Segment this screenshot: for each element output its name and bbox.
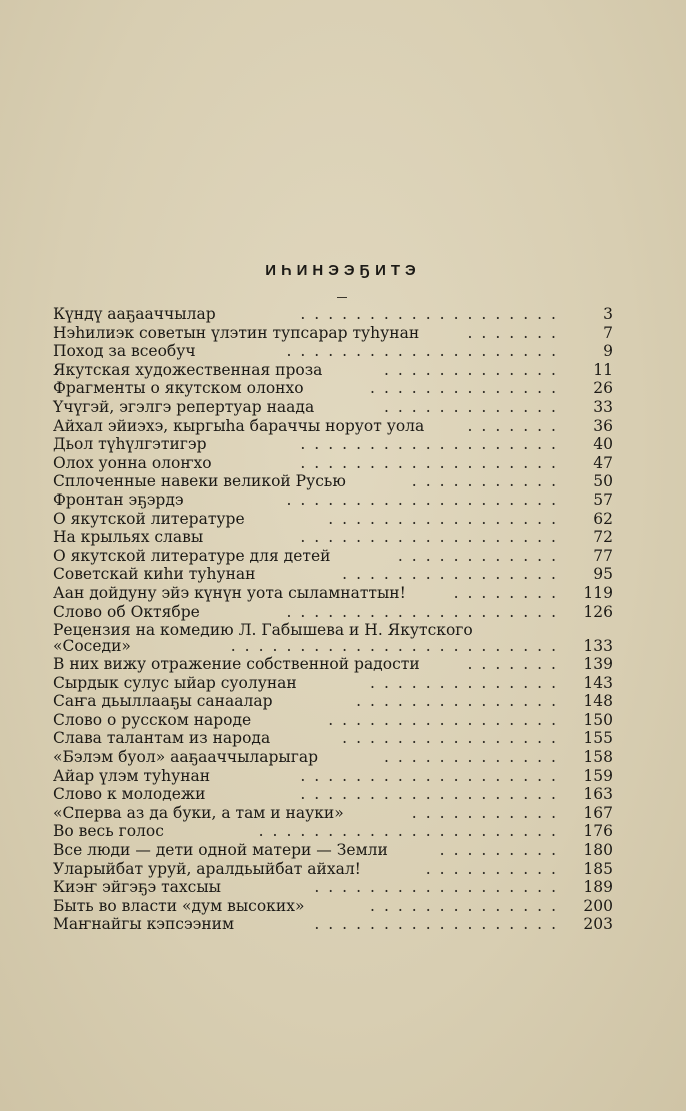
toc-entry: [53, 692, 613, 711]
toc-leader-dots: .................: [328, 710, 565, 729]
toc-entry: [53, 603, 613, 622]
toc-entry-title: О якутской литературе для детей: [53, 546, 331, 565]
toc-entry: [53, 897, 613, 916]
toc-entry: [53, 417, 613, 436]
toc-page-number: 155: [583, 729, 613, 748]
toc-page-number: 167: [583, 803, 613, 822]
toc-leader-dots: ..............: [370, 896, 565, 915]
toc-leader-dots: ...................: [300, 305, 565, 323]
toc-entry: [53, 379, 613, 398]
toc-entry-title: Сплоченные навеки великой Русью: [53, 472, 346, 491]
toc-page-number: 95: [593, 565, 613, 584]
toc-leader-dots: ................: [342, 565, 565, 584]
toc-leader-dots: ...........: [411, 472, 565, 491]
toc-entry: [53, 711, 613, 730]
toc-entry: [53, 491, 613, 510]
toc-entry-title: Рецензия на комедию Л. Габышева и Н. Якутского: [53, 621, 473, 640]
contents-heading: ИҺИНЭЭҔИТЭ: [265, 262, 421, 279]
toc-page-number: 50: [593, 472, 613, 491]
toc-entry-title: Быть во власти «дум высоких»: [53, 896, 305, 915]
toc-entry: [53, 767, 613, 786]
toc-entry: [53, 454, 613, 473]
toc-entry: [53, 860, 613, 879]
toc-page-number: 26: [593, 379, 613, 398]
toc-entry-title: О якутской литературе: [53, 509, 245, 528]
toc-leader-dots: ...............: [356, 692, 565, 711]
toc-page-number: 185: [583, 859, 613, 878]
toc-entry: [53, 655, 613, 674]
toc-entry-title: Поход за всеобуч: [53, 342, 196, 361]
toc-page-number: 203: [583, 915, 613, 934]
toc-entry-title: Во весь голос: [53, 822, 164, 841]
toc-entry: [53, 674, 613, 693]
toc-page-number: 200: [583, 896, 613, 915]
toc-entry-title: Олох уонна олоҥхо: [53, 453, 212, 472]
toc-entry-title: На крыльях славы: [53, 528, 204, 547]
toc-entry: [53, 841, 613, 860]
toc-page-number: 148: [583, 692, 613, 711]
toc-entry-title: Слово об Октябре: [53, 602, 200, 621]
toc-entry-title: Киэҥ эйгэҕэ тахсыы: [53, 878, 221, 897]
toc-entry-title: Күндү ааҕааччылар: [53, 305, 216, 323]
toc-page-number: 150: [583, 710, 613, 729]
toc-entry: [53, 361, 613, 380]
toc-leader-dots: ..........: [425, 859, 565, 878]
toc-entry-title: Слово о русском народе: [53, 710, 252, 729]
toc-page-number: 3: [603, 305, 613, 323]
toc-entry-title: Слава талантам из народа: [53, 729, 271, 748]
toc-entry: [53, 435, 613, 454]
toc-leader-dots: ........: [453, 583, 565, 602]
toc-leader-dots: ...................: [300, 785, 565, 804]
toc-leader-dots: ....................: [286, 342, 565, 361]
toc-page-number: 133: [583, 636, 613, 655]
toc-leader-dots: .................: [328, 509, 565, 528]
toc-page-number: 119: [583, 583, 613, 602]
toc-entry: [53, 547, 613, 566]
toc-leader-dots: .............: [383, 397, 565, 416]
toc-entry: [53, 878, 613, 897]
toc-page-number: 139: [583, 655, 613, 674]
toc-leader-dots: ....................: [286, 602, 565, 621]
toc-page-number: 77: [593, 546, 613, 565]
toc-page-number: 9: [603, 342, 613, 361]
toc-entry: [53, 510, 613, 529]
toc-page-number: 176: [583, 822, 613, 841]
toc-leader-dots: .............: [383, 748, 565, 767]
toc-entry-title: Маҥнайгы кэпсээним: [53, 915, 235, 934]
toc-page-number: 189: [583, 878, 613, 897]
toc-leader-dots: ............: [397, 546, 565, 565]
toc-page-number: 72: [593, 528, 613, 547]
toc-leader-dots: ......................: [258, 822, 565, 841]
toc-entry-title: Саҥа дьыллааҕы санаалар: [53, 692, 273, 711]
toc-entry: [53, 324, 613, 343]
toc-entry-title: Аан дойдуну эйэ күнүн уота сыламнаттын!: [53, 583, 406, 602]
table-of-contents: [53, 305, 613, 934]
toc-entry-title: Слово к молодежи: [53, 785, 206, 804]
toc-entry: [53, 565, 613, 584]
toc-entry-title: Нэһилиэк советын үлэтин тупсарар туһунан: [53, 323, 420, 342]
toc-page-number: 57: [593, 490, 613, 509]
toc-leader-dots: .......: [467, 416, 565, 435]
toc-leader-dots: ...................: [300, 453, 565, 472]
toc-entry: [53, 584, 613, 603]
toc-page-number: 36: [593, 416, 613, 435]
toc-page-number: 143: [583, 673, 613, 692]
toc-entry-title: Дьол түһүлгэтигэр: [53, 435, 207, 454]
toc-entry: [53, 748, 613, 767]
toc-entry: [53, 804, 613, 823]
toc-entry-title: Айхал эйиэхэ, кыргыһа бараччы норуот уола: [53, 416, 425, 435]
toc-page-number: 126: [583, 602, 613, 621]
toc-entry-title: Все люди — дети одной матери — Земли: [53, 841, 388, 860]
toc-page-number: 158: [583, 748, 613, 767]
toc-entry: [53, 621, 613, 655]
toc-page-number: 47: [593, 453, 613, 472]
toc-entry: [53, 729, 613, 748]
toc-entry-title: Фрагменты о якутском олонхо: [53, 379, 304, 398]
toc-entry-title: Уларыйбат уруй, аралдьыйбат айхал!: [53, 859, 361, 878]
toc-leader-dots: ................: [342, 729, 565, 748]
toc-entry-title: Айар үлэм туһунан: [53, 766, 211, 785]
toc-entry: [53, 342, 613, 361]
toc-leader-dots: ..............: [370, 673, 565, 692]
toc-leader-dots: .............: [383, 360, 565, 379]
toc-entry-title: Фронтан эҕэрдэ: [53, 490, 184, 509]
toc-entry: [53, 528, 613, 547]
toc-leader-dots: ...........: [411, 803, 565, 822]
toc-leader-dots: .......: [467, 655, 565, 674]
toc-entry-title: В них вижу отражение собственной радости: [53, 655, 420, 674]
toc-entry-title: Сырдык сулус ыйар суолунан: [53, 673, 297, 692]
toc-entry: [53, 398, 613, 417]
toc-leader-dots: ...................: [300, 528, 565, 547]
toc-entry-title: Якутская художественная проза: [53, 360, 323, 379]
toc-entry: [53, 785, 613, 804]
toc-page-number: 40: [593, 435, 613, 454]
toc-entry-title: «Бэлэм буол» ааҕааччыларыгар: [53, 748, 319, 767]
toc-page-number: 159: [583, 766, 613, 785]
toc-leader-dots: ...................: [300, 766, 565, 785]
toc-page-number: 62: [593, 509, 613, 528]
toc-entry-title: «Сперва аз да буки, а там и науки»: [53, 803, 344, 822]
toc-leader-dots: ..................: [314, 878, 565, 897]
toc-leader-dots: .......: [467, 323, 565, 342]
toc-entry: [53, 822, 613, 841]
toc-page-number: 7: [603, 323, 613, 342]
toc-leader-dots: .........: [439, 841, 565, 860]
toc-leader-dots: ....................: [286, 490, 565, 509]
toc-leader-dots: ...................: [300, 435, 565, 454]
toc-page-number: 180: [583, 841, 613, 860]
toc-entry: [53, 305, 613, 324]
toc-page-number: 11: [593, 360, 613, 379]
toc-entry-title-continued: «Соседи»: [53, 637, 131, 656]
toc-leader-dots: ........................: [230, 636, 565, 655]
toc-entry: [53, 472, 613, 491]
toc-leader-dots: ..................: [314, 915, 565, 934]
toc-entry-title: Үчүгэй, эгэлгэ репертуар наада: [53, 397, 315, 416]
toc-leader-dots: ..............: [370, 379, 565, 398]
toc-entry-title: Советскай киһи туһунан: [53, 565, 256, 584]
toc-page-number: 33: [593, 397, 613, 416]
toc-entry: [53, 915, 613, 934]
heading-divider: [337, 297, 347, 298]
toc-page-number: 163: [583, 785, 613, 804]
